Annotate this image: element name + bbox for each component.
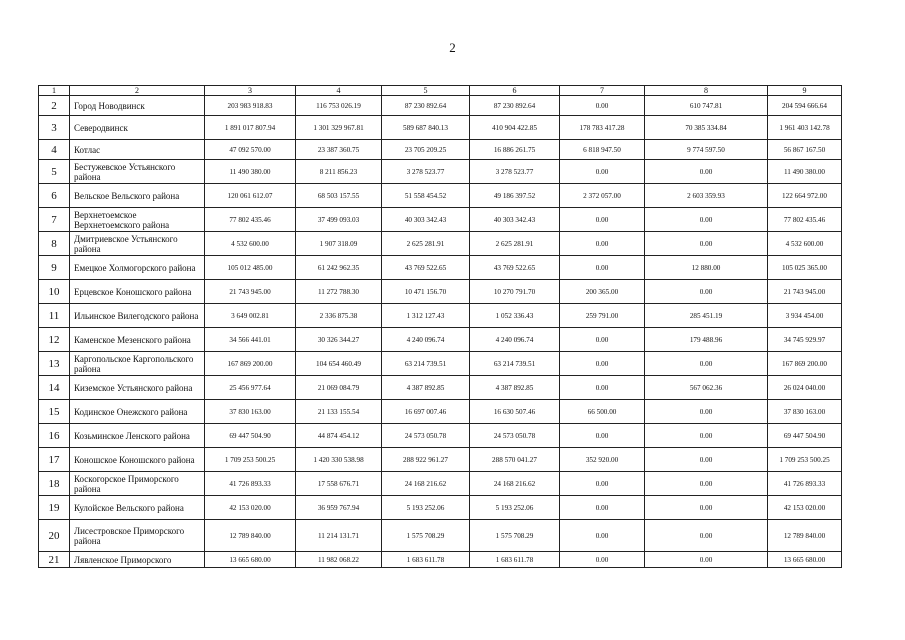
value-cell: 69 447 504.90 <box>205 424 296 448</box>
value-cell: 37 499 093.03 <box>296 208 382 232</box>
value-cell: 23 387 360.75 <box>296 140 382 160</box>
value-cell: 24 168 216.62 <box>382 472 470 496</box>
page-number: 2 <box>449 40 456 55</box>
settlement-name: Котлас <box>70 140 205 160</box>
value-cell: 1 961 403 142.78 <box>768 116 842 140</box>
value-cell: 167 869 200.00 <box>768 352 842 376</box>
table-row <box>39 496 842 520</box>
row-number: 3 <box>39 116 70 140</box>
value-cell: 23 705 209.25 <box>382 140 470 160</box>
settlement-name: Кулойское Вельского района <box>70 496 205 520</box>
header-row <box>39 86 842 96</box>
row-number: 8 <box>39 232 70 256</box>
settlement-name: Лисестровское Приморского района <box>70 520 205 552</box>
column-header: 1 <box>39 86 70 96</box>
value-cell: 1 420 330 538.98 <box>296 448 382 472</box>
table-row <box>39 376 842 400</box>
value-cell: 3 278 523.77 <box>470 160 560 184</box>
value-cell: 25 456 977.64 <box>205 376 296 400</box>
settlement-name: Дмитриевское Устьянского района <box>70 232 205 256</box>
settlement-name: Ильинское Вилегодского района <box>70 304 205 328</box>
row-number: 18 <box>39 472 70 496</box>
value-cell: 567 062.36 <box>645 376 768 400</box>
value-cell: 61 242 962.35 <box>296 256 382 280</box>
value-cell: 1 052 336.43 <box>470 304 560 328</box>
value-cell: 87 230 892.64 <box>382 96 470 116</box>
value-cell: 0.00 <box>560 208 645 232</box>
value-cell: 13 665 680.00 <box>205 552 296 568</box>
value-cell: 0.00 <box>645 400 768 424</box>
value-cell: 47 092 570.00 <box>205 140 296 160</box>
value-cell: 49 186 397.52 <box>470 184 560 208</box>
value-cell: 13 665 680.00 <box>768 552 842 568</box>
value-cell: 77 802 435.46 <box>205 208 296 232</box>
value-cell: 21 133 155.54 <box>296 400 382 424</box>
value-cell: 285 451.19 <box>645 304 768 328</box>
table-row <box>39 352 842 376</box>
row-number: 9 <box>39 256 70 280</box>
settlement-name: Верхнетоемское Верхнетоемского района <box>70 208 205 232</box>
table-row <box>39 232 842 256</box>
value-cell: 11 490 380.00 <box>768 160 842 184</box>
table-row <box>39 184 842 208</box>
settlement-name: Каргопольское Каргопольского района <box>70 352 205 376</box>
value-cell: 0.00 <box>560 424 645 448</box>
settlement-name: Каменское Мезенского района <box>70 328 205 352</box>
value-cell: 11 490 380.00 <box>205 160 296 184</box>
value-cell: 24 168 216.62 <box>470 472 560 496</box>
value-cell: 4 532 600.00 <box>768 232 842 256</box>
value-cell: 105 025 365.00 <box>768 256 842 280</box>
value-cell: 179 488.96 <box>645 328 768 352</box>
value-cell: 0.00 <box>560 96 645 116</box>
value-cell: 16 630 507.46 <box>470 400 560 424</box>
value-cell: 41 726 893.33 <box>205 472 296 496</box>
value-cell: 1 683 611.78 <box>470 552 560 568</box>
column-header: 9 <box>768 86 842 96</box>
row-number: 4 <box>39 140 70 160</box>
value-cell: 8 211 856.23 <box>296 160 382 184</box>
value-cell: 11 272 788.30 <box>296 280 382 304</box>
value-cell: 105 012 485.00 <box>205 256 296 280</box>
value-cell: 0.00 <box>560 472 645 496</box>
settlement-name: Киземское Устьянского района <box>70 376 205 400</box>
value-cell: 5 193 252.06 <box>470 496 560 520</box>
value-cell: 10 270 791.70 <box>470 280 560 304</box>
row-number: 13 <box>39 352 70 376</box>
value-cell: 0.00 <box>560 520 645 552</box>
value-cell: 0.00 <box>645 160 768 184</box>
value-cell: 5 193 252.06 <box>382 496 470 520</box>
value-cell: 4 240 096.74 <box>470 328 560 352</box>
row-number: 12 <box>39 328 70 352</box>
value-cell: 34 745 929.97 <box>768 328 842 352</box>
value-cell: 3 278 523.77 <box>382 160 470 184</box>
column-header: 6 <box>470 86 560 96</box>
settlement-name: Бестужевское Устьянского района <box>70 160 205 184</box>
value-cell: 0.00 <box>560 376 645 400</box>
value-cell: 24 573 050.78 <box>470 424 560 448</box>
value-cell: 44 874 454.12 <box>296 424 382 448</box>
row-number: 19 <box>39 496 70 520</box>
table-row <box>39 160 842 184</box>
value-cell: 40 303 342.43 <box>470 208 560 232</box>
value-cell: 0.00 <box>560 232 645 256</box>
value-cell: 1 301 329 967.81 <box>296 116 382 140</box>
row-number: 10 <box>39 280 70 304</box>
value-cell: 116 753 026.19 <box>296 96 382 116</box>
value-cell: 56 867 167.50 <box>768 140 842 160</box>
value-cell: 4 387 892.85 <box>382 376 470 400</box>
row-number: 2 <box>39 96 70 116</box>
value-cell: 17 558 676.71 <box>296 472 382 496</box>
value-cell: 10 471 156.70 <box>382 280 470 304</box>
settlement-name: Кодинское Онежского района <box>70 400 205 424</box>
value-cell: 2 603 359.93 <box>645 184 768 208</box>
value-cell: 21 743 945.00 <box>768 280 842 304</box>
value-cell: 3 649 002.81 <box>205 304 296 328</box>
value-cell: 42 153 020.00 <box>768 496 842 520</box>
column-header: 5 <box>382 86 470 96</box>
value-cell: 26 024 040.00 <box>768 376 842 400</box>
value-cell: 167 869 200.00 <box>205 352 296 376</box>
table-row <box>39 520 842 552</box>
value-cell: 24 573 050.78 <box>382 424 470 448</box>
value-cell: 0.00 <box>560 552 645 568</box>
value-cell: 0.00 <box>645 496 768 520</box>
row-number: 14 <box>39 376 70 400</box>
value-cell: 0.00 <box>560 328 645 352</box>
value-cell: 40 303 342.43 <box>382 208 470 232</box>
value-cell: 0.00 <box>645 208 768 232</box>
value-cell: 63 214 739.51 <box>470 352 560 376</box>
value-cell: 9 774 597.50 <box>645 140 768 160</box>
row-number: 7 <box>39 208 70 232</box>
value-cell: 178 783 417.28 <box>560 116 645 140</box>
settlement-name: Ерцевское Коношского района <box>70 280 205 304</box>
value-cell: 352 920.00 <box>560 448 645 472</box>
value-cell: 0.00 <box>645 424 768 448</box>
table-row <box>39 448 842 472</box>
value-cell: 37 830 163.00 <box>768 400 842 424</box>
column-header: 2 <box>70 86 205 96</box>
value-cell: 37 830 163.00 <box>205 400 296 424</box>
value-cell: 77 802 435.46 <box>768 208 842 232</box>
value-cell: 4 532 600.00 <box>205 232 296 256</box>
value-cell: 2 625 281.91 <box>470 232 560 256</box>
value-cell: 21 069 084.79 <box>296 376 382 400</box>
table-row <box>39 140 842 160</box>
value-cell: 11 982 068.22 <box>296 552 382 568</box>
column-header: 7 <box>560 86 645 96</box>
value-cell: 1 575 708.29 <box>470 520 560 552</box>
value-cell: 1 709 253 500.25 <box>768 448 842 472</box>
row-number: 17 <box>39 448 70 472</box>
row-number: 5 <box>39 160 70 184</box>
value-cell: 12 789 840.00 <box>768 520 842 552</box>
value-cell: 66 500.00 <box>560 400 645 424</box>
value-cell: 0.00 <box>645 352 768 376</box>
settlement-name: Коскогорское Приморского района <box>70 472 205 496</box>
value-cell: 1 891 017 807.94 <box>205 116 296 140</box>
table-row <box>39 280 842 304</box>
value-cell: 288 922 961.27 <box>382 448 470 472</box>
value-cell: 63 214 739.51 <box>382 352 470 376</box>
column-header: 8 <box>645 86 768 96</box>
value-cell: 610 747.81 <box>645 96 768 116</box>
value-cell: 0.00 <box>645 448 768 472</box>
value-cell: 6 818 947.50 <box>560 140 645 160</box>
table-row <box>39 472 842 496</box>
settlement-name: Северодвинск <box>70 116 205 140</box>
settlement-name: Козьминское Ленского района <box>70 424 205 448</box>
value-cell: 2 372 057.00 <box>560 184 645 208</box>
value-cell: 11 214 131.71 <box>296 520 382 552</box>
value-cell: 410 904 422.85 <box>470 116 560 140</box>
value-cell: 288 570 041.27 <box>470 448 560 472</box>
value-cell: 70 385 334.84 <box>645 116 768 140</box>
settlement-name: Лявленское Приморского <box>70 552 205 568</box>
table-row <box>39 328 842 352</box>
table-row <box>39 424 842 448</box>
row-number: 20 <box>39 520 70 552</box>
value-cell: 41 726 893.33 <box>768 472 842 496</box>
value-cell: 200 365.00 <box>560 280 645 304</box>
value-cell: 104 654 460.49 <box>296 352 382 376</box>
value-cell: 12 880.00 <box>645 256 768 280</box>
row-number: 15 <box>39 400 70 424</box>
table-row <box>39 304 842 328</box>
value-cell: 2 336 875.38 <box>296 304 382 328</box>
value-cell: 12 789 840.00 <box>205 520 296 552</box>
value-cell: 259 791.00 <box>560 304 645 328</box>
value-cell: 0.00 <box>645 472 768 496</box>
value-cell: 0.00 <box>560 352 645 376</box>
table-row <box>39 208 842 232</box>
value-cell: 36 959 767.94 <box>296 496 382 520</box>
value-cell: 42 153 020.00 <box>205 496 296 520</box>
value-cell: 0.00 <box>645 232 768 256</box>
value-cell: 0.00 <box>560 256 645 280</box>
value-cell: 0.00 <box>645 280 768 304</box>
value-cell: 51 558 454.52 <box>382 184 470 208</box>
value-cell: 3 934 454.00 <box>768 304 842 328</box>
settlement-name: Город Новодвинск <box>70 96 205 116</box>
value-cell: 16 886 261.75 <box>470 140 560 160</box>
value-cell: 1 312 127.43 <box>382 304 470 328</box>
value-cell: 120 061 612.07 <box>205 184 296 208</box>
value-cell: 4 387 892.85 <box>470 376 560 400</box>
table-row <box>39 552 842 568</box>
value-cell: 4 240 096.74 <box>382 328 470 352</box>
settlement-name: Емецкое Холмогорского района <box>70 256 205 280</box>
table-row <box>39 256 842 280</box>
value-cell: 1 907 318.09 <box>296 232 382 256</box>
value-cell: 21 743 945.00 <box>205 280 296 304</box>
column-header: 4 <box>296 86 382 96</box>
table-row <box>39 96 842 116</box>
value-cell: 203 983 918.83 <box>205 96 296 116</box>
value-cell: 1 709 253 500.25 <box>205 448 296 472</box>
column-header: 3 <box>205 86 296 96</box>
value-cell: 589 687 840.13 <box>382 116 470 140</box>
row-number: 16 <box>39 424 70 448</box>
value-cell: 34 566 441.01 <box>205 328 296 352</box>
value-cell: 0.00 <box>645 520 768 552</box>
row-number: 11 <box>39 304 70 328</box>
value-cell: 122 664 972.00 <box>768 184 842 208</box>
value-cell: 0.00 <box>560 496 645 520</box>
value-cell: 30 326 344.27 <box>296 328 382 352</box>
value-cell: 87 230 892.64 <box>470 96 560 116</box>
value-cell: 16 697 007.46 <box>382 400 470 424</box>
data-table <box>38 85 842 568</box>
value-cell: 1 575 708.29 <box>382 520 470 552</box>
settlement-name: Вельское Вельского района <box>70 184 205 208</box>
value-cell: 69 447 504.90 <box>768 424 842 448</box>
value-cell: 1 683 611.78 <box>382 552 470 568</box>
value-cell: 68 503 157.55 <box>296 184 382 208</box>
table-row <box>39 400 842 424</box>
value-cell: 2 625 281.91 <box>382 232 470 256</box>
row-number: 6 <box>39 184 70 208</box>
value-cell: 204 594 666.64 <box>768 96 842 116</box>
value-cell: 0.00 <box>560 160 645 184</box>
row-number: 21 <box>39 552 70 568</box>
value-cell: 43 769 522.65 <box>382 256 470 280</box>
settlement-name: Коношское Коношского района <box>70 448 205 472</box>
value-cell: 0.00 <box>645 552 768 568</box>
table-row <box>39 116 842 140</box>
value-cell: 43 769 522.65 <box>470 256 560 280</box>
